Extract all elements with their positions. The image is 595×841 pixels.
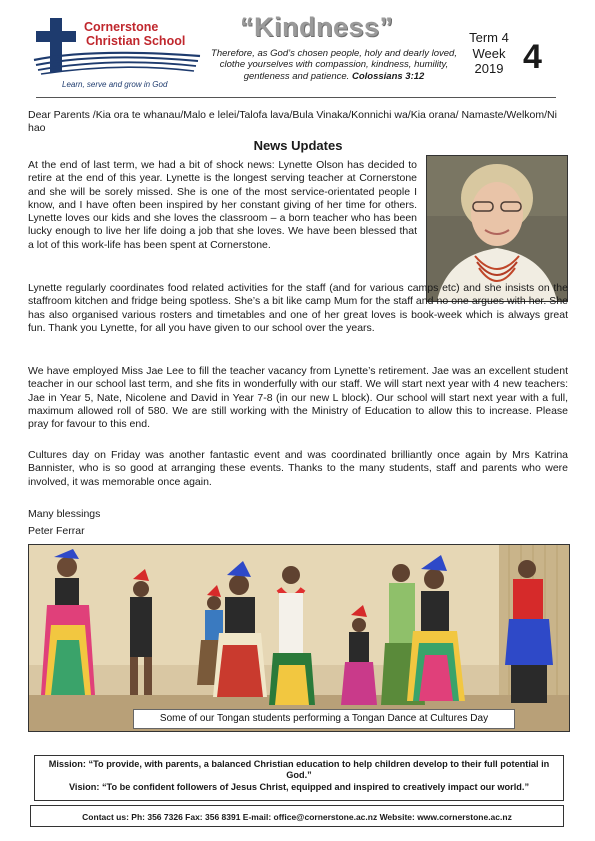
dance-photo-image — [29, 545, 569, 731]
signoff-name: Peter Ferrar — [28, 525, 85, 537]
paragraph-retirement: At the end of last term, we had a bit of shock news: Lynette Olson has decided to retire at the end of this year. Lynette is the longest serving teacher at Cornerstone and she will be sorely missed. She is one of the most service-orientated people I know, and I have often been inspired by her constant giving of her time for others. Lynette loves our kids and she loves the classroom – a born teacher who has been lucky enough to live her life doing a job that she loves. We have been blessed that a lot of this work-life has been spent at Cornerstone. — [28, 159, 417, 251]
week-label: Week — [472, 45, 506, 61]
school-name-line2: Christian School — [86, 34, 186, 48]
term-label: Term 4 — [469, 30, 509, 45]
signoff — [28, 506, 100, 540]
verse-text: Therefore, as God’s chosen people, holy and dearly loved, clothe yourselves with compassion, kindness, humility, gentleness and patience. — [211, 48, 457, 82]
vision-statement: Vision: “To be confident followers of Jesus Christ, equipped and inspired to creatively impact our world.” — [68, 781, 530, 792]
portrait-image — [427, 156, 567, 301]
mission-vision-box — [34, 755, 564, 801]
greeting: Dear Parents /Kia ora te whanau/Malo e lelei/Talofa lava/Bula Vinaka/Konnichi wa/Kia orana/ Namaste/Welkom/Ni hao — [28, 109, 557, 135]
paragraph-thanks: Lynette regularly coordinates food related activities for the staff (and for various camps etc) and she insists on the staffroom kitchen and fridge being spotless. She’s a bit like camp Mum for the staff and no one argues with her. She has also organised various rosters and timetables and one of her great loves is book-week which is always great fun. Thank you Lynette, for all you have given to our school over the years. — [28, 282, 568, 334]
paragraph-cultures-day: Cultures day on Friday was another fantastic event and was coordinated brilliantly once again by Mrs Katrina Bannister, who is so good at arranging these events. Thanks to the many students, staff and parents who were involved, it was memorable once again. — [28, 449, 568, 488]
portrait-photo — [426, 155, 568, 302]
logo-swoosh-icon — [32, 46, 202, 76]
dance-photo — [28, 544, 570, 732]
year-label: 2019 — [474, 61, 504, 76]
term-info — [465, 30, 513, 77]
school-name-line1: Cornerstone — [84, 20, 159, 34]
mission-statement: Mission: “To provide, with parents, a balanced Christian education to help children develop to their full potential in God.” — [48, 759, 550, 781]
school-name — [84, 20, 204, 48]
school-motto: Learn, serve and grow in God — [62, 80, 168, 89]
verse-reference: Colossians 3:12 — [351, 70, 425, 82]
signoff-closing: Many blessings — [28, 508, 101, 520]
photo-caption: Some of our Tongan students performing a Tongan Dance at Cultures Day — [133, 709, 515, 729]
newsletter-theme: “Kindness” — [240, 12, 394, 42]
header-divider — [36, 97, 556, 98]
week-number: 4 — [523, 38, 542, 76]
paragraph-new-teachers: We have employed Miss Jae Lee to fill the teacher vacancy from Lynette’s retirement. Jae was an excellent student teacher in our school last term, and she fits in wonderfully with our staff. We will start next year with 4 new teachers: Jae in Year 5, Nate, Nicolene and David in Year 7-8 (in our new L block). Our school will start next year with a full, maximum allowed roll of 580. We are still working with the Ministry of Education to allow this to increase. Please pray for favour to this end. — [28, 365, 568, 431]
news-title: News Updates — [253, 138, 343, 153]
bible-verse — [210, 48, 458, 82]
contact-info: Contact us: Ph: 356 7326 Fax: 356 8391 E-mail: office@cornerstone.ac.nz Website: www.cornerstone.ac.nz — [30, 805, 564, 827]
